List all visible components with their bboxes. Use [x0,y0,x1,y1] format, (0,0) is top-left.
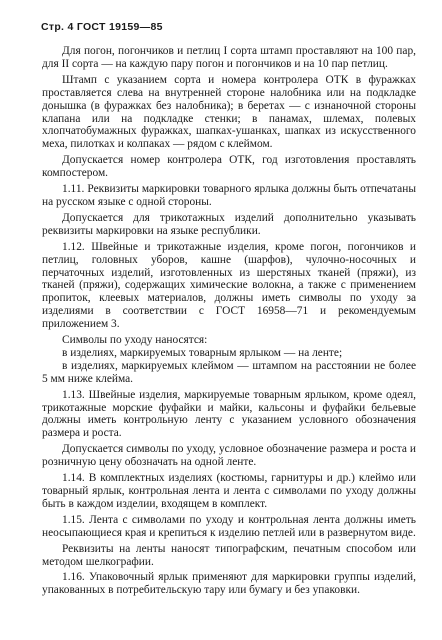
paragraph: Штамп с указанием сорта и номера контролера ОТК в фуражках проставляется слева на внутренней стороне налобника или на подкладке донышка (в фуражках без налобника); в беретах — с изнаночной стороны клапана или на подкладке стенки; в панамах, шлемах, полевых хлопчатобумажных фуражках, шапках-ушанках, шапках из искусственного меха, пилотках и колпаках — рядом с клеймом. [42,73,416,151]
document-body [42,45,416,597]
paragraph: в изделиях, маркируемых товарным ярлыком — на ленте; [62,346,343,359]
paragraph: Допускается для трикотажных изделий дополнительно указывать реквизиты маркировки на языке республики. [42,211,416,237]
paragraph: в изделиях, маркируемых клеймом — штампом на расстоянии не более 5 мм ниже клейма. [42,359,416,385]
paragraph: 1.13. Швейные изделия, маркируемые товарным ярлыком, кроме одеял, трикотажные морские фуфайки и майки, кальсоны и фуфайки бельевые должны иметь контрольную ленту с указанием условного обозначения размера и роста. [42,388,416,440]
paragraph: Реквизиты на ленты наносят типографским, печатным способом или методом шелкографии. [42,542,416,568]
paragraph: Допускается номер контролера ОТК, год изготовления проставлять компостером. [42,154,416,180]
page-header: Стр. 4 ГОСТ 19159—85 [41,21,163,33]
paragraph: Символы по уходу наносятся: [62,334,208,347]
paragraph: 1.12. Швейные и трикотажные изделия, кроме погон, погончиков и петлиц, головных уборов, кашне (шарфов), чулочно-носочных и перчаточных изделий, изготовленных из шерстяных тканей (пряжи), из тканей (пряжи), содержащих химические волокна, а также с применением пропиток, клеевых материалов, должны иметь символы по уходу за изделиями в соответствии с ГОСТ 16958—71 и рекомендуемым приложением 3. [42,240,416,331]
paragraph: 1.11. Реквизиты маркировки товарного ярлыка должны быть отпечатаны на русском языке с одной стороны. [42,183,416,208]
paragraph: 1.15. Лента с символами по уходу и контрольная лента должны иметь неосыпающиеся края и крепиться к изделию петлей или в развернутом виде. [42,513,416,539]
paragraph: Для погон, погончиков и петлиц I сорта штамп проставляют на 100 пар, для II сорта — на каждую пару погон и погончиков и на 10 пар петлиц. [42,45,416,70]
paragraph: Допускается символы по уходу, условное обозначение размера и роста и розничную цену обозначать на одной ленте. [42,443,416,469]
paragraph: 1.14. В комплектных изделиях (костюмы, гарнитуры и др.) клеймо или товарный ярлык, контрольная лента и лента с символами по уходу должны быть в каждом изделии, входящем в комплект. [42,472,416,510]
paragraph: 1.16. Упаковочный ярлык применяют для маркировки группы изделий, упакованных в потребительскую тару или бумагу и без упаковки. [42,571,416,597]
